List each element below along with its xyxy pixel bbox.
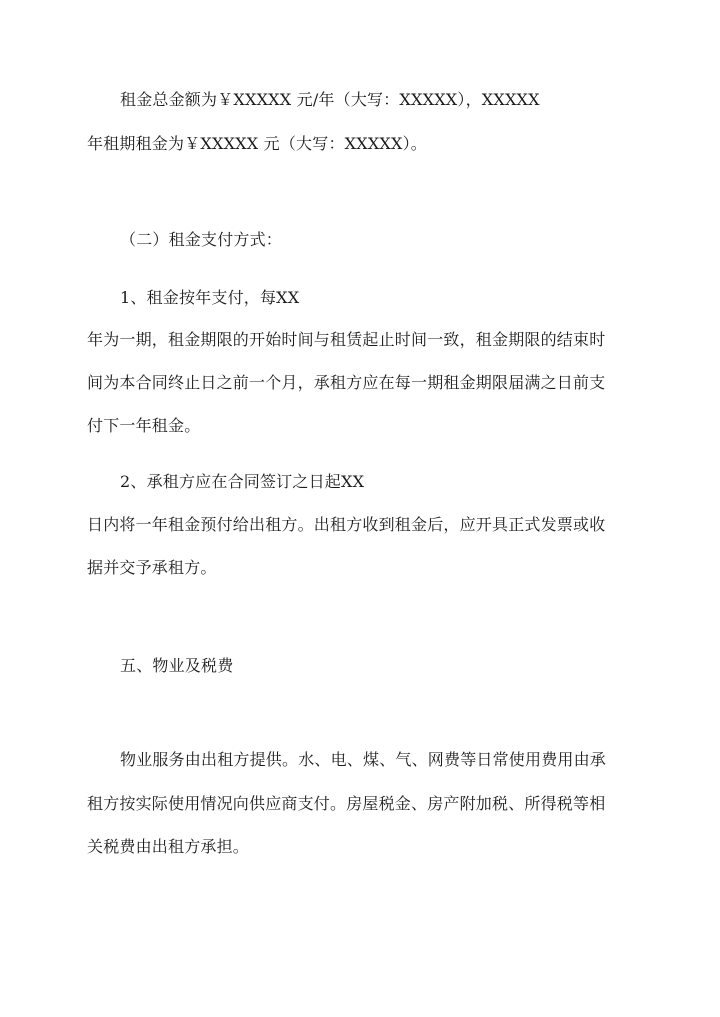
payment-item-2-line-3: 据并交予承租方。 — [87, 558, 217, 577]
payment-item-1-line-3: 间为本合同终止日之前一个月，承租方应在每一期租金期限届满之日前支 — [87, 373, 606, 392]
payment-item-1-line-1: 1、租金按年支付，每XX — [120, 288, 300, 307]
section-5-body-line-3: 关税费由出租方承担。 — [87, 837, 250, 856]
payment-item-1-line-4: 付下一年租金。 — [87, 416, 201, 435]
rent-total-line-1: 租金总金额为￥XXXXX 元/年（大写：XXXXX），XXXXX — [120, 90, 540, 109]
payment-item-2-line-1: 2、承租方应在合同签订之日起XX — [120, 472, 365, 491]
rent-total-line-2: 年租期租金为￥XXXXX 元（大写：XXXXX）。 — [87, 134, 427, 153]
payment-item-2-line-2: 日内将一年租金预付给出租方。出租方收到租金后，应开具正式发票或收 — [87, 515, 606, 534]
payment-method-heading: （二）租金支付方式： — [120, 230, 283, 249]
section-5-heading: 五、物业及税费 — [120, 656, 234, 675]
payment-item-1-line-2: 年为一期，租金期限的开始时间与租赁起止时间一致，租金期限的结束时 — [87, 330, 606, 349]
section-5-body-line-1: 物业服务由出租方提供。水、电、煤、气、网费等日常使用费用由承 — [120, 750, 607, 769]
section-5-body-line-2: 租方按实际使用情况向供应商支付。房屋税金、房产附加税、所得税等相 — [87, 794, 606, 813]
